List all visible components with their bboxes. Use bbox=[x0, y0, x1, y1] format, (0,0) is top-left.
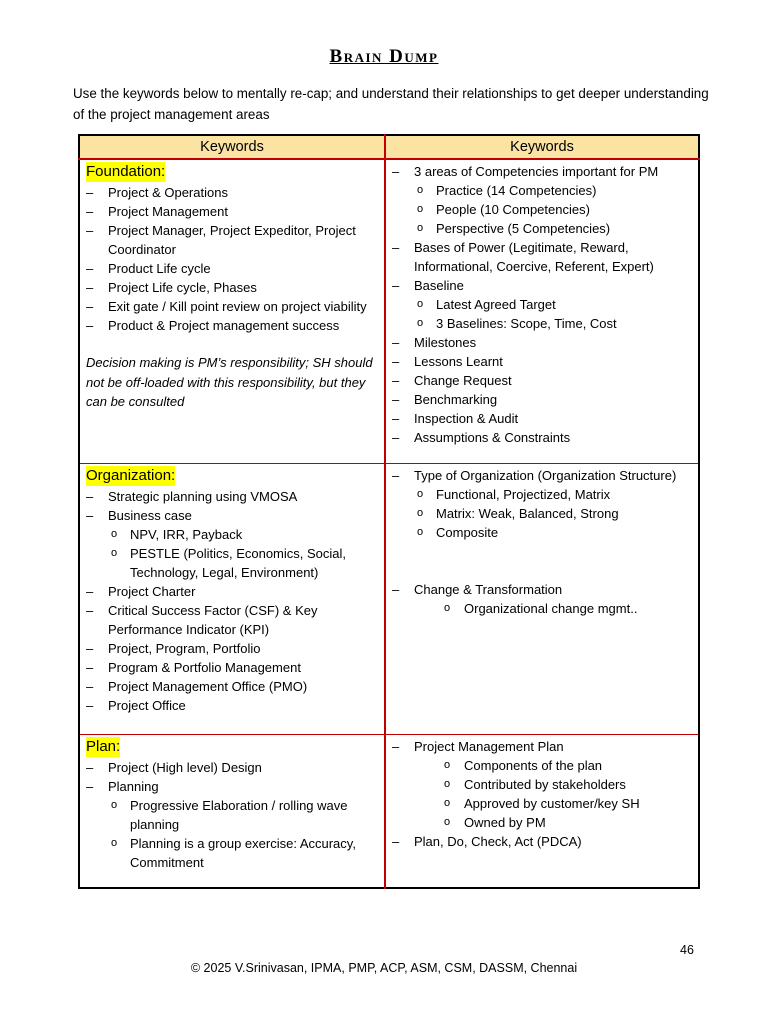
spacer bbox=[392, 542, 694, 580]
organization-list bbox=[86, 487, 380, 715]
list-subitem: o Functional, Projectized, Matrix bbox=[392, 485, 694, 504]
plan-right-cell bbox=[385, 734, 699, 888]
list-item: – Change & Transformation bbox=[392, 580, 694, 599]
list-subitem: o Organizational change mgmt.. bbox=[392, 599, 694, 618]
keywords-table bbox=[78, 134, 700, 889]
list-item: – Critical Success Factor (CSF) & Key Performance Indicator (KPI) bbox=[86, 601, 380, 639]
list-item: – Project & Operations bbox=[86, 183, 380, 202]
list-subitem: o Progressive Elaboration / rolling wave planning bbox=[86, 796, 380, 834]
list-subitem: o Matrix: Weak, Balanced, Strong bbox=[392, 504, 694, 523]
list-item: – Project Charter bbox=[86, 582, 380, 601]
page-number: 46 bbox=[680, 943, 694, 957]
foundation-right-list bbox=[392, 162, 694, 447]
list-item: – Project Management Office (PMO) bbox=[86, 677, 380, 696]
list-item: – Baseline bbox=[392, 276, 694, 295]
list-item: – Project Office bbox=[86, 696, 380, 715]
list-item: – Planning bbox=[86, 777, 380, 796]
list-subitem: o Components of the plan bbox=[392, 756, 694, 775]
list-item: – Program & Portfolio Management bbox=[86, 658, 380, 677]
list-item: – Assumptions & Constraints bbox=[392, 428, 694, 447]
list-item: – Type of Organization (Organization Structure) bbox=[392, 466, 694, 485]
footer-copyright: © 2025 V.Srinivasan, IPMA, PMP, ACP, ASM, CSM, DASSM, Chennai bbox=[190, 961, 578, 975]
list-item: – Project Manager, Project Expeditor, Project Coordinator bbox=[86, 221, 380, 259]
organization-right-list bbox=[392, 466, 694, 542]
list-item: – Product Life cycle bbox=[86, 259, 380, 278]
list-item: – Project, Program, Portfolio bbox=[86, 639, 380, 658]
organization-right-list-2 bbox=[392, 580, 694, 618]
foundation-left-cell bbox=[79, 159, 385, 463]
section-heading-organization: Organization: bbox=[86, 466, 176, 484]
list-item: – Strategic planning using VMOSA bbox=[86, 487, 380, 506]
plan-left-cell bbox=[79, 734, 385, 888]
list-subitem: o Composite bbox=[392, 523, 694, 542]
list-item: – Inspection & Audit bbox=[392, 409, 694, 428]
column-header-left: Keywords bbox=[79, 135, 385, 159]
plan-list bbox=[86, 758, 380, 872]
list-subitem: o People (10 Competencies) bbox=[392, 200, 694, 219]
list-subitem: o Latest Agreed Target bbox=[392, 295, 694, 314]
foundation-list bbox=[86, 183, 380, 335]
foundation-right-cell bbox=[385, 159, 699, 463]
list-item: – Benchmarking bbox=[392, 390, 694, 409]
list-item: – Exit gate / Kill point review on project viability bbox=[86, 297, 380, 316]
list-item: – Plan, Do, Check, Act (PDCA) bbox=[392, 832, 694, 851]
list-item: – Change Request bbox=[392, 371, 694, 390]
list-item: – Project Life cycle, Phases bbox=[86, 278, 380, 297]
list-item: – Business case bbox=[86, 506, 380, 525]
list-item: – Milestones bbox=[392, 333, 694, 352]
list-item: – Project (High level) Design bbox=[86, 758, 380, 777]
intro-paragraph: Use the keywords below to mentally re-cap; and understand their relationships to get deeper understanding of the project management areas bbox=[73, 86, 709, 122]
list-subitem: o 3 Baselines: Scope, Time, Cost bbox=[392, 314, 694, 333]
page-title: Brain Dump bbox=[329, 46, 439, 67]
list-item: – 3 areas of Competencies important for PM bbox=[392, 162, 694, 181]
list-subitem: o PESTLE (Politics, Economics, Social, Technology, Legal, Environment) bbox=[86, 544, 380, 582]
list-subitem: o Approved by customer/key SH bbox=[392, 794, 694, 813]
list-item: – Lessons Learnt bbox=[392, 352, 694, 371]
list-item: – Project Management bbox=[86, 202, 380, 221]
list-subitem: o NPV, IRR, Payback bbox=[86, 525, 380, 544]
column-header-right: Keywords bbox=[385, 135, 699, 159]
section-heading-foundation: Foundation: bbox=[86, 163, 166, 180]
organization-right-cell bbox=[385, 463, 699, 734]
foundation-row bbox=[79, 159, 699, 463]
list-subitem: o Practice (14 Competencies) bbox=[392, 181, 694, 200]
foundation-note: Decision making is PM’s responsibility; SH should not be off-loaded with this responsibility, but they can be consulted bbox=[86, 355, 373, 409]
list-subitem: o Owned by PM bbox=[392, 813, 694, 832]
list-subitem: o Contributed by stakeholders bbox=[392, 775, 694, 794]
list-subitem: o Perspective (5 Competencies) bbox=[392, 219, 694, 238]
organization-left-cell bbox=[79, 463, 385, 734]
list-subitem: o Planning is a group exercise: Accuracy, Commitment bbox=[86, 834, 380, 872]
organization-row bbox=[79, 463, 699, 734]
plan-right-list bbox=[392, 737, 694, 851]
list-item: – Bases of Power (Legitimate, Reward, Informational, Coercive, Referent, Expert) bbox=[392, 238, 694, 276]
plan-row bbox=[79, 734, 699, 888]
list-item: – Project Management Plan bbox=[392, 737, 694, 756]
list-item: – Product & Project management success bbox=[86, 316, 380, 335]
section-heading-plan: Plan: bbox=[86, 737, 121, 755]
